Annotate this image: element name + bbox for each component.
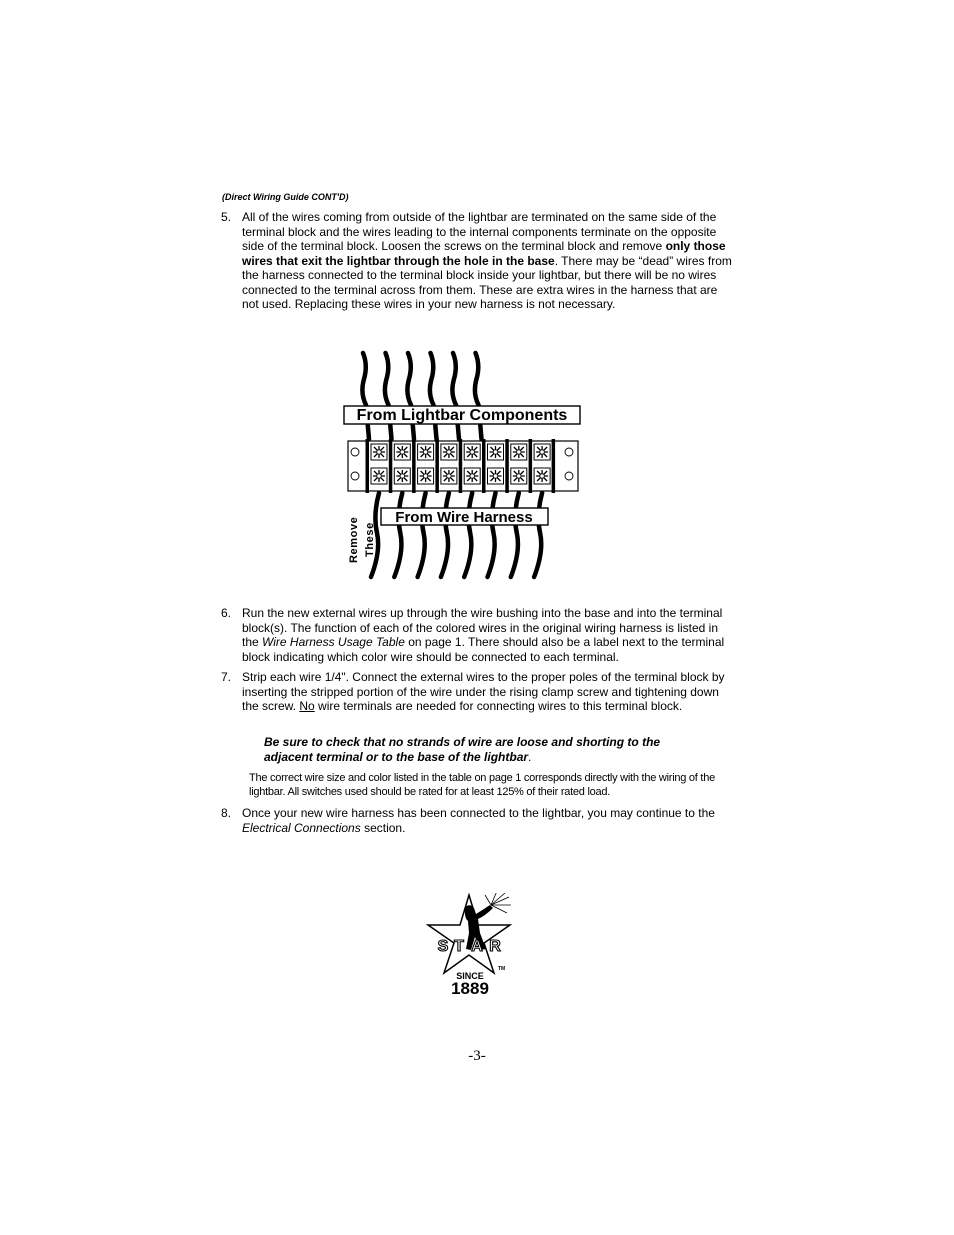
step-text: Run the new external wires up through the wire bushing into the base and into the terminal block(s). The function of each of the colored wires in the original wiring harness is listed in the Wire Harness Usage Table on page 1. There should also be a label next to the terminal block indicating which color wire should be connected to each terminal. [242, 606, 725, 664]
wire-icon [394, 493, 402, 577]
wire-icon [385, 353, 392, 439]
terminal-divider [412, 439, 416, 493]
wire-icon [534, 493, 542, 577]
note-text: The correct wire size and color listed in the table on page 1 corresponds directly with the wiring of the lightbar. All switches used should be rated for at least 125% of their rated load. [249, 772, 715, 799]
screw-head-icon [540, 474, 544, 478]
remove-label: Remove [348, 516, 360, 563]
mounting-hole-icon [565, 472, 573, 480]
screw-head-icon [447, 474, 451, 478]
step-number: 5. [221, 210, 232, 224]
screw-head-icon [517, 474, 521, 478]
page-number: -3- [468, 1048, 486, 1064]
screw-head-icon [493, 450, 497, 454]
wire-icon [418, 493, 426, 577]
logo-since: SINCE [456, 971, 484, 981]
screw-head-icon [423, 474, 427, 478]
screw-head-icon [493, 474, 497, 478]
screw-head-icon [517, 450, 521, 454]
wire-icon [441, 493, 449, 577]
star-1889-logo [425, 893, 525, 1003]
logo-letter: S [437, 938, 449, 955]
logo-trademark: TM [498, 966, 506, 972]
logo-year: 1889 [451, 979, 489, 998]
screw-head-icon [423, 450, 427, 454]
logo-letter: T [454, 938, 464, 955]
screw-head-icon [540, 450, 544, 454]
wire-icon [407, 353, 414, 439]
bottom-label: From Wire Harness [395, 509, 533, 526]
screw-head-icon [447, 450, 451, 454]
step-8 [221, 806, 733, 835]
logo-letter: R [489, 938, 501, 955]
top-label: From Lightbar Components [356, 407, 568, 424]
screw-head-icon [470, 474, 474, 478]
wires-from-lightbar-components [362, 353, 481, 439]
step-7 [221, 670, 733, 714]
terminal-divider [366, 439, 370, 493]
mounting-hole-icon [351, 448, 359, 456]
wire-icon [464, 493, 472, 577]
logo-letter: A [471, 938, 483, 955]
screw-head-icon [377, 450, 381, 454]
step-number: 8. [221, 806, 232, 820]
wire-icon [430, 353, 437, 439]
wire-icon [362, 353, 369, 439]
terminal-block-diagram [330, 345, 590, 585]
mounting-hole-icon [565, 448, 573, 456]
wire-icon [475, 353, 482, 439]
step-5 [221, 210, 733, 312]
terminal-divider [529, 439, 533, 493]
screw-head-icon [377, 474, 381, 478]
wire-icon [488, 493, 496, 577]
these-label: These [364, 522, 376, 557]
wire-icon [452, 353, 459, 439]
step-number: 7. [221, 670, 232, 684]
terminal-divider [552, 439, 556, 493]
step-text: Once your new wire harness has been connected to the lightbar, you may continue to the Electrical Connections section. [242, 806, 715, 835]
section-continued-header: (Direct Wiring Guide CONT'D) [222, 192, 349, 202]
wires-from-wire-harness [371, 493, 542, 577]
wire-icon [511, 493, 519, 577]
step-number: 6. [221, 606, 232, 620]
screw-head-icon [400, 450, 404, 454]
terminal-divider [482, 439, 486, 493]
terminal-divider [459, 439, 463, 493]
step-text: Strip each wire 1/4". Connect the external wires to the proper poles of the terminal block by inserting the stripped portion of the wire under the rising clamp screw and tightening down the screw. No wire terminals are needed for connecting wires to this terminal block. [242, 670, 725, 713]
screw-head-icon [470, 450, 474, 454]
mounting-hole-icon [351, 472, 359, 480]
warning-text: Be sure to check that no strands of wire are loose and shorting to the adjacent terminal or to the base of the lightbar. [264, 735, 661, 764]
terminal-divider [389, 439, 393, 493]
step-text: All of the wires coming from outside of the lightbar are terminated on the same side of the terminal block and the wires leading to the internal components terminate on the opposite side of the terminal block. Loosen the screws on the terminal block and remove only those wires that exit the lightbar through the hole in the base. There may be “dead” wires from the harness connected to the terminal block inside your lightbar, but there will be no wires connected to the terminal across from them. These are extra wires in the harness that are not used. Replacing these wires in your new harness is not necessary. [242, 210, 732, 311]
step-6 [221, 606, 733, 664]
terminal-divider [505, 439, 509, 493]
screw-head-icon [400, 474, 404, 478]
terminal-divider [435, 439, 439, 493]
